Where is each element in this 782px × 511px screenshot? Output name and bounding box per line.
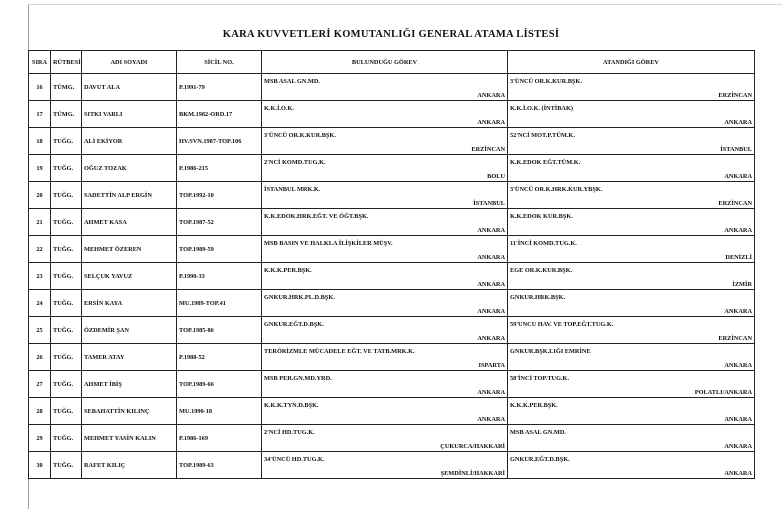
cell-current-post: [262, 155, 508, 182]
current-duty-text: 2'NCİ KOMD.TUG.K.: [264, 159, 326, 166]
cell-current-post: [262, 371, 508, 398]
assigned-city-text: DENİZLİ: [725, 254, 752, 261]
assigned-city-text: ANKARA: [724, 443, 752, 450]
cell-no: 19: [29, 155, 51, 182]
table-row: [29, 425, 755, 452]
table-row: [29, 182, 755, 209]
current-duty-text: K.K.K.TYN.D.BŞK.: [264, 402, 319, 409]
assigned-duty-text: GNKUR.EĞT.D.BŞK.: [510, 456, 570, 463]
cell-no: 30: [29, 452, 51, 479]
assigned-duty-text: 3'ÜNCÜ OR.K.KUR.BŞK.: [510, 78, 582, 85]
cell-sicil: MU.1990-18: [177, 398, 262, 425]
current-city-text: ÇUKURCA/HAKKARİ: [440, 443, 505, 450]
current-city-text: ANKARA: [477, 281, 505, 288]
cell-name: RAFET KILIÇ: [82, 452, 177, 479]
assigned-city-text: ANKARA: [724, 173, 752, 180]
cell-assigned-post: [508, 371, 755, 398]
assigned-duty-text: GNKUR.HRK.BŞK.: [510, 294, 566, 301]
table-row: [29, 209, 755, 236]
cell-rank: TUĞG.: [51, 155, 82, 182]
cell-rank: TUĞG.: [51, 317, 82, 344]
cell-rank: TUĞG.: [51, 263, 82, 290]
cell-sicil: TOP.1989-63: [177, 452, 262, 479]
cell-no: 21: [29, 209, 51, 236]
cell-name: AHMET KASA: [82, 209, 177, 236]
current-city-text: ANKARA: [477, 389, 505, 396]
cell-rank: TUĞG.: [51, 425, 82, 452]
cell-name: MEHMET YASİN KALIN: [82, 425, 177, 452]
table-row: [29, 371, 755, 398]
cell-rank: TUĞG.: [51, 344, 82, 371]
cell-current-post: [262, 236, 508, 263]
current-duty-text: MSB ASAL GN.MD.: [264, 78, 320, 85]
table-row: [29, 398, 755, 425]
assigned-city-text: ANKARA: [724, 416, 752, 423]
assigned-city-text: İZMİR: [732, 281, 752, 288]
cell-no: 28: [29, 398, 51, 425]
assigned-city-text: ERZİNCAN: [718, 200, 752, 207]
cell-no: 25: [29, 317, 51, 344]
cell-current-post: [262, 128, 508, 155]
assigned-duty-text: GNKUR.BŞK.LIĞI EMRİNE: [510, 348, 591, 355]
assigned-duty-text: K.K.İ.O.K. (İNTİBAK): [510, 105, 573, 112]
cell-name: MEHMET ÖZEREN: [82, 236, 177, 263]
cell-name: SADETTİN ALP ERGİN: [82, 182, 177, 209]
table-row: [29, 290, 755, 317]
document-title: KARA KUVVETLERİ KOMUTANLIĞI GENERAL ATAMA LİSTESİ: [222, 29, 560, 40]
cell-sicil: P.1991-79: [177, 74, 262, 101]
cell-no: 27: [29, 371, 51, 398]
cell-sicil: P.1986-169: [177, 425, 262, 452]
cell-no: 16: [29, 74, 51, 101]
col-header-assigned-post: ATANDIĞI GÖREV: [508, 51, 755, 74]
cell-rank: TUĞG.: [51, 371, 82, 398]
assigned-city-text: ANKARA: [724, 119, 752, 126]
cell-assigned-post: [508, 155, 755, 182]
current-duty-text: K.K.İ.O.K.: [264, 105, 294, 112]
current-duty-text: GNKUR.EĞT.D.BŞK.: [264, 321, 324, 328]
col-header-name: ADI SOYADI: [82, 51, 177, 74]
assigned-city-text: ANKARA: [724, 470, 752, 477]
cell-current-post: [262, 263, 508, 290]
cell-no: 24: [29, 290, 51, 317]
cell-current-post: [262, 344, 508, 371]
cell-rank: TUĞG.: [51, 290, 82, 317]
cell-assigned-post: [508, 101, 755, 128]
assigned-duty-text: EGE OR.K.KUR.BŞK.: [510, 267, 573, 274]
current-duty-text: K.K.K.PER.BŞK.: [264, 267, 312, 274]
cell-current-post: [262, 290, 508, 317]
cell-no: 23: [29, 263, 51, 290]
cell-sicil: BKM.1982-ORD.17: [177, 101, 262, 128]
cell-name: SELÇUK YAVUZ: [82, 263, 177, 290]
assigned-duty-text: K.K.K.PER.BŞK.: [510, 402, 558, 409]
cell-assigned-post: [508, 236, 755, 263]
assigned-duty-text: 3'ÜNCÜ OR.K.HRK.KUR.YBŞK.: [510, 186, 603, 193]
cell-no: 26: [29, 344, 51, 371]
cell-rank: TUĞG.: [51, 209, 82, 236]
cell-sicil: P.1990-33: [177, 263, 262, 290]
current-city-text: ANKARA: [477, 335, 505, 342]
table-row: [29, 101, 755, 128]
cell-sicil: TOP.1989-59: [177, 236, 262, 263]
cell-no: 29: [29, 425, 51, 452]
table-row: [29, 344, 755, 371]
current-duty-text: MSB PER.GN.MD.YRD.: [264, 375, 332, 382]
col-header-current-post: BULUNDUĞU GÖREV: [262, 51, 508, 74]
assigned-duty-text: MSB ASAL GN.MD.: [510, 429, 566, 436]
cell-current-post: [262, 398, 508, 425]
cell-no: 20: [29, 182, 51, 209]
cell-current-post: [262, 452, 508, 479]
current-city-text: ANKARA: [477, 254, 505, 261]
cell-assigned-post: [508, 452, 755, 479]
cell-assigned-post: [508, 317, 755, 344]
table-row: [29, 128, 755, 155]
assigned-duty-text: 52'NCİ MOT.P.TÜM.K.: [510, 132, 575, 139]
current-city-text: ERZİNCAN: [471, 146, 505, 153]
cell-no: 17: [29, 101, 51, 128]
current-city-text: ANKARA: [477, 227, 505, 234]
current-city-text: ANKARA: [477, 92, 505, 99]
cell-current-post: [262, 182, 508, 209]
cell-sicil: TOP.1987-52: [177, 209, 262, 236]
assigned-city-text: POLATLI/ANKARA: [694, 389, 752, 396]
cell-rank: TUĞG.: [51, 128, 82, 155]
current-duty-text: 34'ÜNCÜ HD.TUG.K.: [264, 456, 325, 463]
cell-name: TAMER ATAY: [82, 344, 177, 371]
table-row: [29, 155, 755, 182]
cell-assigned-post: [508, 182, 755, 209]
cell-sicil: TOP.1985-86: [177, 317, 262, 344]
cell-sicil: HV.SVN.1987-TOP.106: [177, 128, 262, 155]
assigned-duty-text: K.K.EDOK KUR.BŞK.: [510, 213, 573, 220]
cell-assigned-post: [508, 74, 755, 101]
assigned-duty-text: 59'UNCU HAV. VE TOP.EĞT.TUG.K.: [510, 321, 614, 328]
current-city-text: ŞEMDİNLİ/HAKKARİ: [440, 470, 505, 477]
cell-name: SEBAHATTİN KILINÇ: [82, 398, 177, 425]
current-duty-text: 2'NCİ HD.TUG.K.: [264, 429, 315, 436]
cell-name: SITKI VARLI: [82, 101, 177, 128]
cell-sicil: P.1986-215: [177, 155, 262, 182]
assigned-duty-text: 11'İNCİ KOMD.TUG.K.: [510, 240, 577, 247]
table-row: [29, 317, 755, 344]
cell-current-post: [262, 317, 508, 344]
cell-no: 22: [29, 236, 51, 263]
cell-assigned-post: [508, 344, 755, 371]
current-duty-text: K.K.EDOK.HRK.EĞT. VE ÖĞT.BŞK.: [264, 213, 369, 220]
col-header-no: SIRA: [29, 51, 51, 74]
cell-rank: TUĞG.: [51, 452, 82, 479]
col-header-sicil: SİCİL NO.: [177, 51, 262, 74]
assigned-city-text: İSTANBUL: [720, 146, 752, 153]
current-city-text: ANKARA: [477, 416, 505, 423]
current-duty-text: MSB BASIN VE HALKLA İLİŞKİLER MÜŞV.: [264, 240, 393, 247]
cell-rank: TÜMG.: [51, 74, 82, 101]
cell-name: OĞUZ TOZAK: [82, 155, 177, 182]
cell-current-post: [262, 74, 508, 101]
cell-sicil: MU.1989-TOP.41: [177, 290, 262, 317]
cell-sicil: TOP.1992-10: [177, 182, 262, 209]
appointment-table: [28, 50, 755, 479]
cell-assigned-post: [508, 290, 755, 317]
cell-current-post: [262, 209, 508, 236]
cell-sicil: P.1988-52: [177, 344, 262, 371]
table-row: [29, 263, 755, 290]
cell-name: AHMET İBİŞ: [82, 371, 177, 398]
current-duty-text: İSTANBUL MRK.K.: [264, 186, 321, 193]
assigned-city-text: ERZİNCAN: [718, 335, 752, 342]
cell-name: DAVUT ALA: [82, 74, 177, 101]
current-city-text: ANKARA: [477, 308, 505, 315]
cell-assigned-post: [508, 128, 755, 155]
table-row: [29, 74, 755, 101]
assigned-city-text: ANKARA: [724, 362, 752, 369]
cell-assigned-post: [508, 425, 755, 452]
cell-assigned-post: [508, 398, 755, 425]
current-city-text: ANKARA: [477, 119, 505, 126]
current-city-text: İSTANBUL: [473, 200, 505, 207]
table-row: [29, 236, 755, 263]
assigned-city-text: ANKARA: [724, 308, 752, 315]
cell-current-post: [262, 101, 508, 128]
table-row: [29, 452, 755, 479]
current-city-text: ISPARTA: [478, 362, 505, 369]
assigned-duty-text: K.K.EDOK EĞT.TÜM.K.: [510, 159, 581, 166]
assigned-city-text: ERZİNCAN: [718, 92, 752, 99]
cell-name: ERSİN KAYA: [82, 290, 177, 317]
cell-assigned-post: [508, 209, 755, 236]
cell-no: 18: [29, 128, 51, 155]
cell-rank: TUĞG.: [51, 182, 82, 209]
current-duty-text: TERÖRİZMLE MÜCADELE EĞT. VE TATB.MRK.K.: [264, 348, 415, 355]
cell-rank: TUĞG.: [51, 236, 82, 263]
table-header-row: [29, 51, 755, 74]
cell-rank: TÜMG.: [51, 101, 82, 128]
assigned-duty-text: 58'İNCİ TOP.TUG.K.: [510, 375, 570, 382]
current-duty-text: GNKUR.HRK.PL.D.BŞK.: [264, 294, 335, 301]
current-duty-text: 3'ÜNCÜ OR.K.KUR.BŞK.: [264, 132, 336, 139]
cell-rank: TUĞG.: [51, 398, 82, 425]
cell-name: ALİ EKİYOR: [82, 128, 177, 155]
cell-name: ÖZDEMİR ŞAN: [82, 317, 177, 344]
col-header-rank: RÜTBESİ: [51, 51, 82, 74]
assigned-city-text: ANKARA: [724, 227, 752, 234]
cell-current-post: [262, 425, 508, 452]
current-city-text: BOLU: [487, 173, 505, 180]
cell-assigned-post: [508, 263, 755, 290]
cell-sicil: TOP.1989-66: [177, 371, 262, 398]
